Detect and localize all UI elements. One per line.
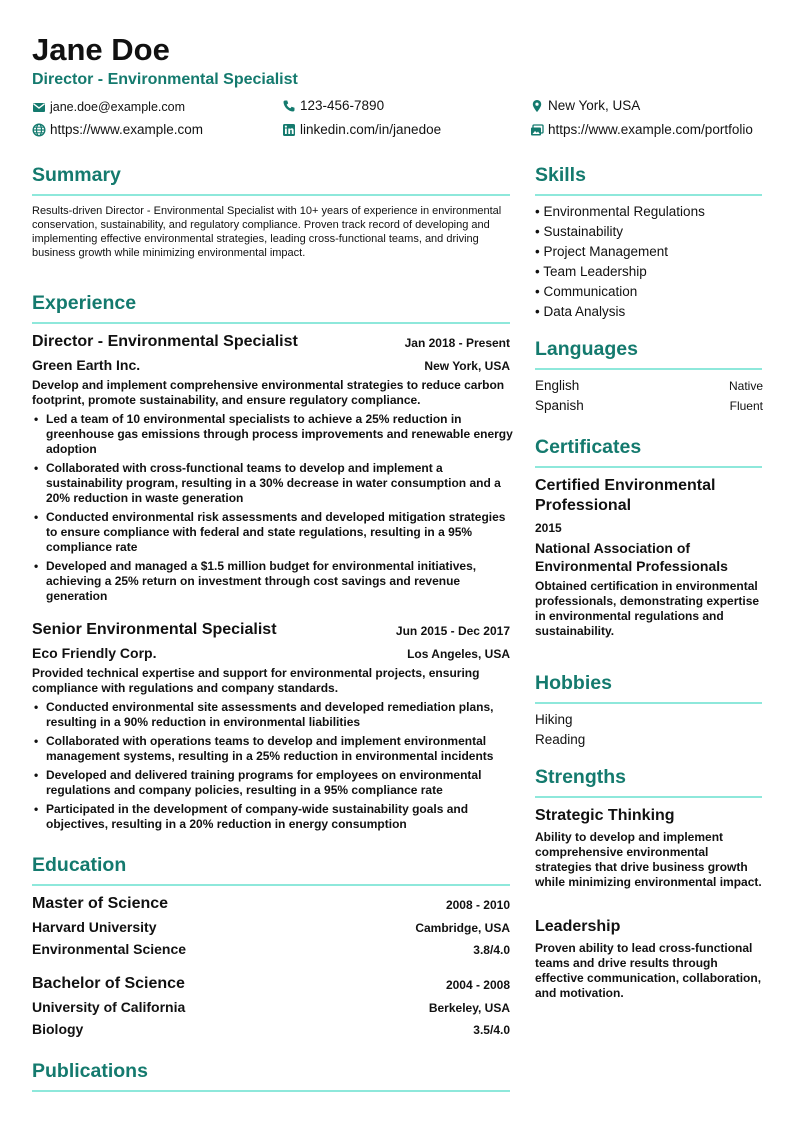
contact-website[interactable] xyxy=(32,122,203,138)
job-bullet: • Participated in the development of company-wide sustainability goals and objectives, resulting in a 20% reduction in energy consumption xyxy=(32,802,514,832)
skills-heading: Skills xyxy=(535,164,586,186)
job-bullet: • Led a team of 10 environmental specialists to achieve a 25% reduction in greenhouse gas emissions through process improvements and renewable energy adoption xyxy=(32,412,514,457)
languages-divider xyxy=(535,368,762,370)
job-company: Green Earth Inc. xyxy=(32,357,141,373)
edu-field: Biology xyxy=(32,1021,84,1037)
hobbies-heading: Hobbies xyxy=(535,672,612,694)
publications-divider xyxy=(32,1090,510,1092)
language-row xyxy=(535,396,763,416)
skill-item: • Communication xyxy=(535,282,705,302)
certificate-description: Obtained certification in environmental professionals, demonstrating expertise in environmental regulations and sustainability. xyxy=(535,579,760,638)
edu-degree: Master of Science xyxy=(32,895,169,912)
certificates-divider xyxy=(535,466,762,468)
job-location: New York, USA xyxy=(424,359,510,373)
experience-divider xyxy=(32,322,510,324)
job-company: Eco Friendly Corp. xyxy=(32,645,157,661)
job-location: Los Angeles, USA xyxy=(407,647,510,661)
skill-item: • Sustainability xyxy=(535,222,705,242)
skills-divider xyxy=(535,194,762,196)
job-description: Provided technical expertise and support for environmental projects, ensuring compliance with regulations and company standards. xyxy=(32,666,480,695)
hobbies-divider xyxy=(535,702,762,704)
strengths-divider xyxy=(535,796,762,798)
edu-dates: 2004 - 2008 xyxy=(445,978,510,992)
contact-linkedin[interactable] xyxy=(282,122,441,138)
language-name: Spanish xyxy=(535,398,584,413)
contact-portfolio-text: https://www.example.com/portfolio xyxy=(548,122,753,137)
edu-gpa: 3.5/4.0 xyxy=(473,1023,510,1037)
job-bullets xyxy=(32,700,514,836)
education-divider xyxy=(32,884,510,886)
language-name: English xyxy=(535,378,580,393)
job-dates: Jun 2015 - Dec 2017 xyxy=(395,624,510,638)
hobby-item: Hiking xyxy=(535,712,573,727)
skill-item: • Environmental Regulations xyxy=(535,202,705,222)
certificate-org: National Association of Environmental Professionals xyxy=(535,540,728,574)
job-bullet: • Collaborated with cross-functional teams to develop and implement a sustainability program, resulting in a 30% decrease in water consumption and a 20% reduction in waste generation xyxy=(32,461,514,506)
certificates-heading: Certificates xyxy=(535,436,642,458)
language-row xyxy=(535,376,763,396)
job-title: Senior Environmental Specialist xyxy=(32,621,277,638)
contact-email[interactable] xyxy=(32,99,185,115)
publications-heading: Publications xyxy=(32,1060,148,1082)
skill-item: • Project Management xyxy=(535,242,705,262)
strength-title: Strategic Thinking xyxy=(535,807,675,824)
job-bullets xyxy=(32,412,514,608)
job-bullet: • Conducted environmental site assessments and developed remediation plans, resulting in a 90% reduction in environmental liabilities xyxy=(32,700,514,730)
candidate-role: Director - Environmental Specialist xyxy=(32,71,298,88)
contact-linkedin-text: linkedin.com/in/janedoe xyxy=(300,122,442,137)
job-bullet: • Developed and delivered training programs for employees on environmental regulations and company policies, resulting in a 95% compliance rate xyxy=(32,768,514,798)
edu-dates: 2008 - 2010 xyxy=(445,898,510,912)
language-level: Fluent xyxy=(729,399,763,413)
edu-gpa: 3.8/4.0 xyxy=(473,943,510,957)
contact-website-text: https://www.example.com xyxy=(50,122,204,137)
summary-heading: Summary xyxy=(32,164,121,186)
job-title: Director - Environmental Specialist xyxy=(32,333,298,350)
skills-list xyxy=(535,202,705,322)
job-description: Develop and implement comprehensive environmental strategies to reduce carbon footprint, promote sustainability, and ensure regulatory compliance. xyxy=(32,378,505,407)
edu-school: Harvard University xyxy=(32,919,157,935)
languages-heading: Languages xyxy=(535,338,638,360)
edu-location: Berkeley, USA xyxy=(428,1001,510,1015)
linkedin-icon xyxy=(282,123,296,137)
map-pin-icon xyxy=(530,99,544,113)
job-bullet: • Collaborated with operations teams to develop and implement environmental management systems, resulting in a 25% reduction in environmental incidents xyxy=(32,734,514,764)
summary-divider xyxy=(32,194,510,196)
envelope-icon xyxy=(32,100,46,114)
contact-portfolio[interactable] xyxy=(530,122,753,138)
contact-phone[interactable] xyxy=(282,98,384,114)
skill-item: • Team Leadership xyxy=(535,262,705,282)
edu-degree: Bachelor of Science xyxy=(32,975,185,992)
summary-text: Results-driven Director - Environmental Specialist with 10+ years of experience in environmental conservation, sustainability, and regulatory compliance. Proven track record of developing and implementing effective environmental strategies, leading cross-functional teams, and driving business growth while minimizing environmental impact. xyxy=(32,205,502,259)
candidate-name: Jane Doe xyxy=(32,32,170,67)
strength-description: Proven ability to lead cross-functional teams and drive results through effective communication, collaboration, and motivation. xyxy=(535,941,762,1000)
contact-location xyxy=(530,98,640,114)
contact-email-text: jane.doe@example.com xyxy=(50,100,185,114)
contact-location-text: New York, USA xyxy=(548,98,641,113)
contact-phone-text: 123-456-7890 xyxy=(300,98,385,113)
edu-school: University of California xyxy=(32,999,186,1015)
certificate-year: 2015 xyxy=(535,521,562,535)
globe-icon xyxy=(32,123,46,137)
job-bullet: • Developed and managed a $1.5 million budget for environmental initiatives, achieving a 25% return on investment through cost savings and revenue generation xyxy=(32,559,514,604)
strengths-heading: Strengths xyxy=(535,766,627,788)
language-level: Native xyxy=(728,379,763,393)
skill-item: • Data Analysis xyxy=(535,302,705,322)
edu-location: Cambridge, USA xyxy=(415,921,510,935)
edu-field: Environmental Science xyxy=(32,941,187,957)
strength-title: Leadership xyxy=(535,918,621,935)
strength-description: Ability to develop and implement comprehensive environmental strategies that drive business growth while minimizing environmental impact. xyxy=(535,830,762,889)
hobby-item: Reading xyxy=(535,732,586,747)
job-bullet: • Conducted environmental risk assessments and developed mitigation strategies to ensure compliance with federal and state regulations, resulting in a 95% compliance rate xyxy=(32,510,514,555)
phone-icon xyxy=(282,99,296,113)
portfolio-icon xyxy=(530,123,544,137)
job-dates: Jan 2018 - Present xyxy=(404,336,510,350)
education-heading: Education xyxy=(32,854,127,876)
experience-heading: Experience xyxy=(32,292,137,314)
certificate-name: Certified Environmental Professional xyxy=(535,477,716,514)
